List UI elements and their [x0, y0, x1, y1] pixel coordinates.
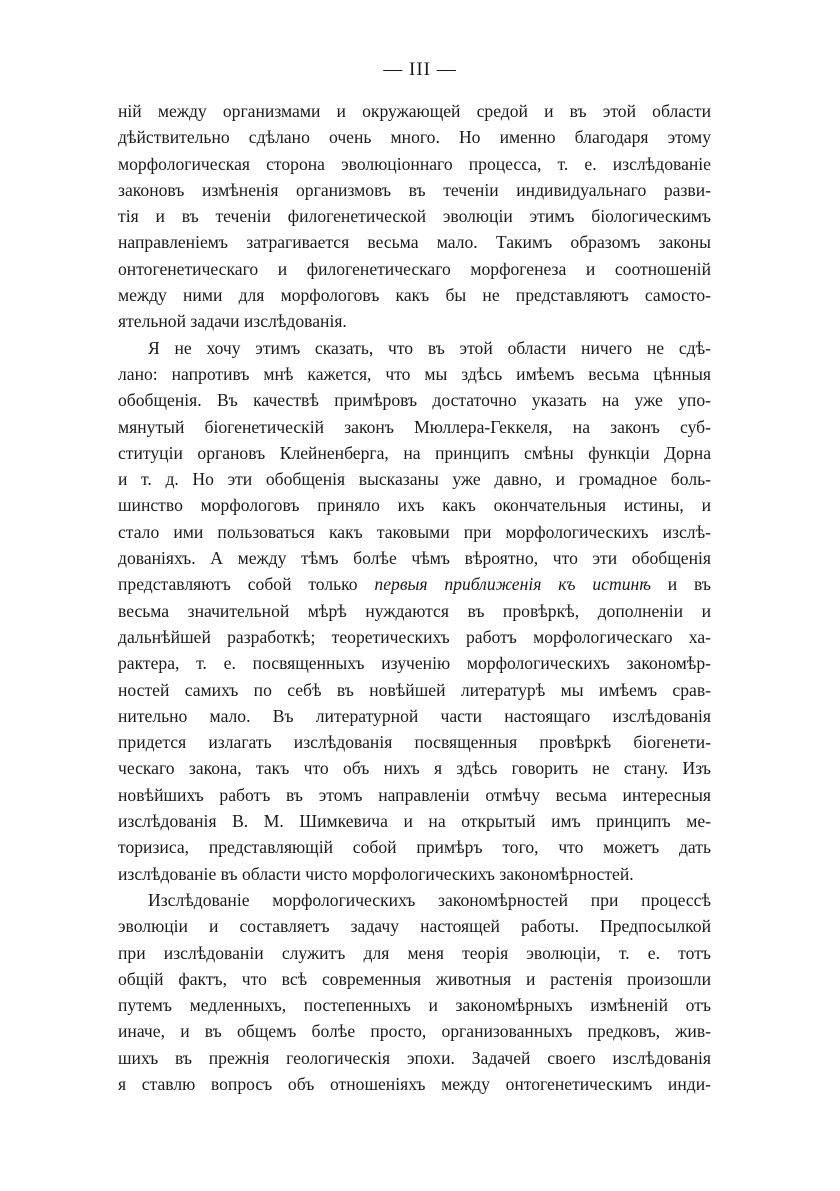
text-line: ній между организмами и окружающей средой и въ этой области — [118, 101, 711, 121]
text-line: иначе, и въ общемъ болѣе просто, организованныхъ предковъ, жив- — [118, 1021, 711, 1042]
text-line: изслѣдованія В. М. Шимкевича и на открытый имъ принципъ ме- — [118, 811, 711, 832]
text-line: Я не хочу этимъ сказать, что въ этой области ничего не сдѣ- — [148, 337, 711, 358]
text-line: лано: напротивъ мнѣ кажется, что мы здѣсь имѣемъ весьма цѣнныя — [118, 363, 711, 384]
text-line: дальнѣйшей разработкѣ; теоретическихъ работъ морфологическаго ха- — [118, 626, 711, 647]
text-line: шинство морфологовъ приняло ихъ какъ окончательныя истины, и — [118, 495, 711, 516]
paragraph-3 — [118, 887, 711, 1097]
text-line: я ставлю вопросъ объ отношеніяхъ между онтогенетическимъ инди- — [118, 1073, 711, 1094]
text-line: между ними для морфологовъ какъ бы не представляютъ самосто- — [118, 285, 711, 306]
text-line: общій фактъ, что всѣ современныя животныя и растенія произошли — [118, 968, 711, 989]
page-number: — III — — [383, 59, 457, 80]
text-line: ностей самихъ по себѣ въ новѣйшей литературѣ мы имѣемъ срав- — [118, 679, 711, 700]
text-line-with-emphasis — [118, 571, 711, 597]
text-line: направленіемъ затрагивается весьма мало. Такимъ образомъ законы — [118, 232, 711, 253]
text-line: шихъ въ прежнія геологическія эпохи. Задачей своего изслѣдованія — [118, 1047, 711, 1068]
text-line: дованіяхъ. А между тѣмъ болѣе чѣмъ вѣроятно, что эти обобщенія — [118, 548, 711, 569]
text-line: при изслѣдованіи служитъ для меня теорія эволюціи, т. е. тотъ — [118, 942, 711, 963]
text-segment: и въ — [667, 574, 711, 595]
text-line: торизиса, представляющій собой примѣръ того, что можетъ дать — [118, 837, 711, 858]
text-line: придется излагать изслѣдованія посвященныя провѣркѣ біогенети- — [118, 732, 711, 753]
text-line: эволюціи и составляетъ задачу настоящей работы. Предпосылкой — [118, 916, 711, 937]
text-line: весьма значительной мѣрѣ нуждаются въ провѣркѣ, дополненіи и — [118, 600, 711, 621]
text-line: ческаго закона, такъ что объ нихъ я здѣсь говорить не стану. Изъ — [118, 758, 711, 779]
text-line: ституціи органовъ Клейненберга, на принципъ смѣны функціи Дорна — [118, 442, 711, 463]
text-line: законовъ измѣненія организмовъ въ теченіи индивидуальнаго разви- — [118, 179, 711, 200]
text-line: и т. д. Но эти обобщенія высказаны уже давно, и громадное боль- — [118, 469, 711, 490]
text-line: ятельной задачи изслѣдованія. — [118, 311, 347, 332]
text-segment: представляютъ собой только — [118, 574, 358, 595]
text-line: дѣйствительно сдѣлано очень много. Но именно благодаря этому — [118, 127, 711, 148]
text-line: новѣйшихъ работъ въ этомъ направленіи отмѣчу весьма интересныя — [118, 784, 711, 805]
text-line: Изслѣдованіе морфологическихъ закономѣрностей при процессѣ — [148, 889, 711, 910]
text-line: рактера, т. е. посвященныхъ изученію морфологическихъ закономѣр- — [118, 653, 711, 674]
text-line: мянутый біогенетическій законъ Мюллера-Геккеля, на законъ суб- — [118, 416, 711, 437]
text-line: изслѣдованіе въ области чисто морфологическихъ закономѣрностей. — [118, 863, 634, 884]
emphasized-phrase: первыя приближенія къ истинѣ — [374, 574, 651, 595]
text-body — [118, 98, 711, 1097]
text-line: стало ими пользоваться какъ таковыми при морфологическихъ изслѣ- — [118, 521, 711, 542]
text-line: тія и въ теченіи филогенетической эволюціи этимъ біологическимъ — [118, 206, 711, 227]
text-line: морфологическая сторона эволюціоннаго процесса, т. е. изслѣдованіе — [118, 153, 711, 174]
text-line: путемъ медленныхъ, постепенныхъ и закономѣрныхъ измѣненій отъ — [118, 995, 711, 1016]
text-line: онтогенетическаго и филогенетическаго морфогенеза и соотношеній — [118, 258, 711, 279]
text-line: нительно мало. Въ литературной части настоящаго изслѣдованія — [118, 705, 711, 726]
paragraph-1 — [118, 98, 711, 335]
paragraph-2 — [118, 335, 711, 887]
text-line: обобщенія. Въ качествѣ примѣровъ достаточно указать на уже упо- — [118, 390, 711, 411]
